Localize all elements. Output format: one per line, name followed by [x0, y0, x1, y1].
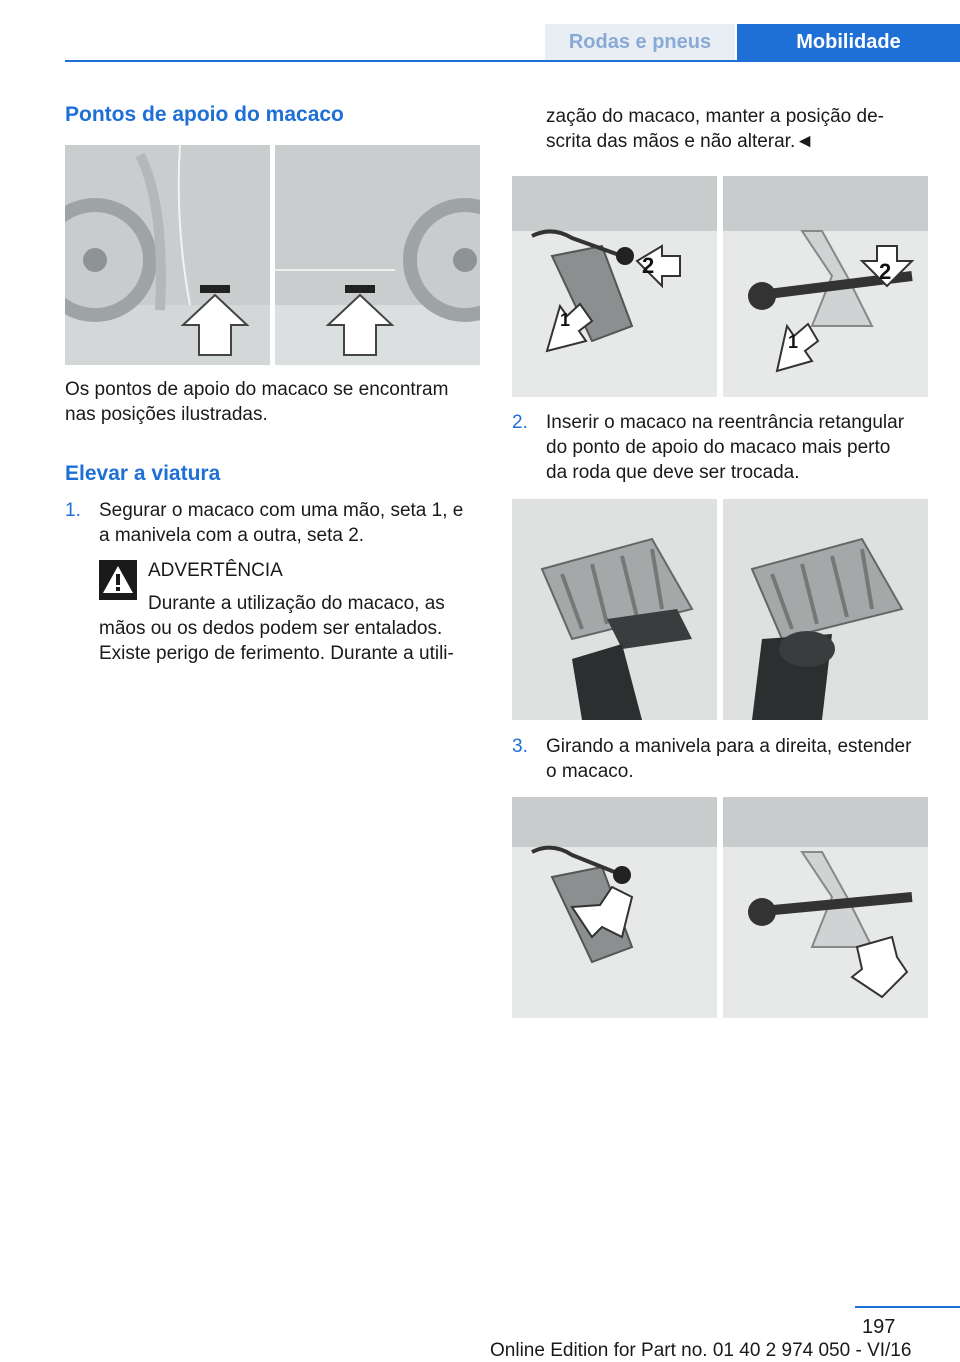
warning-line3: Existe perigo de ferimento. Durante a utili-	[99, 643, 454, 664]
figure-insert-jack	[512, 499, 928, 720]
step-2-number: 2.	[512, 412, 528, 433]
jack-cranking-illustration	[512, 797, 928, 1018]
warning-line1: Durante a utilização do macaco, as	[148, 593, 445, 614]
jack-handling-illustration	[512, 176, 928, 397]
page-number: 197	[862, 1316, 896, 1338]
warning-line2: mãos ou os dedos podem ser entalados.	[99, 618, 443, 639]
jack-insertion-illustration	[512, 499, 928, 720]
figure-hold-jack	[512, 176, 928, 397]
step-2-line2: do ponto de apoio do macaco mais perto	[546, 437, 891, 458]
svg-text:1: 1	[560, 310, 571, 330]
step-3-number: 3.	[512, 736, 528, 757]
warning-cont-line1: zação do macaco, manter a posição de-	[546, 106, 884, 127]
header-rule	[65, 60, 960, 62]
para-jack-points-line1: Os pontos de apoio do macaco se encontram	[65, 379, 449, 400]
car-jack-points-illustration	[65, 145, 480, 365]
tab-section-wheels-tires[interactable]: Rodas e pneus	[545, 24, 735, 60]
warning-icon	[99, 560, 137, 600]
heading-raise-vehicle: Elevar a viatura	[65, 462, 221, 485]
step-1-line1: Segurar o macaco com uma mão, seta 1, e	[99, 500, 464, 521]
step-3-line1: Girando a manivela para a direita, estender	[546, 736, 912, 757]
svg-text:2: 2	[879, 259, 892, 284]
footer-rule	[855, 1306, 960, 1308]
svg-text:1: 1	[788, 332, 799, 352]
edition-note: Online Edition for Part no. 01 40 2 974 050 - VI/16	[490, 1340, 912, 1361]
step-2-line1: Inserir o macaco na reentrância retangular	[546, 412, 905, 433]
para-jack-points-line2: nas posições ilustradas.	[65, 404, 268, 425]
warning-title: ADVERTÊNCIA	[148, 560, 283, 581]
step-1-number: 1.	[65, 500, 81, 521]
figure-jack-points	[65, 145, 480, 365]
tab-chapter-mobility[interactable]: Mobilidade	[737, 24, 960, 60]
step-1-line2: a manivela com a outra, seta 2.	[99, 525, 365, 546]
step-2-line3: da roda que deve ser trocada.	[546, 462, 800, 483]
heading-jack-points: Pontos de apoio do macaco	[65, 103, 344, 126]
figure-crank-jack	[512, 797, 928, 1018]
warning-cont-line2: scrita das mãos e não alterar.◄	[546, 131, 815, 152]
step-3-line2: o macaco.	[546, 761, 634, 782]
svg-text:2: 2	[642, 253, 655, 278]
